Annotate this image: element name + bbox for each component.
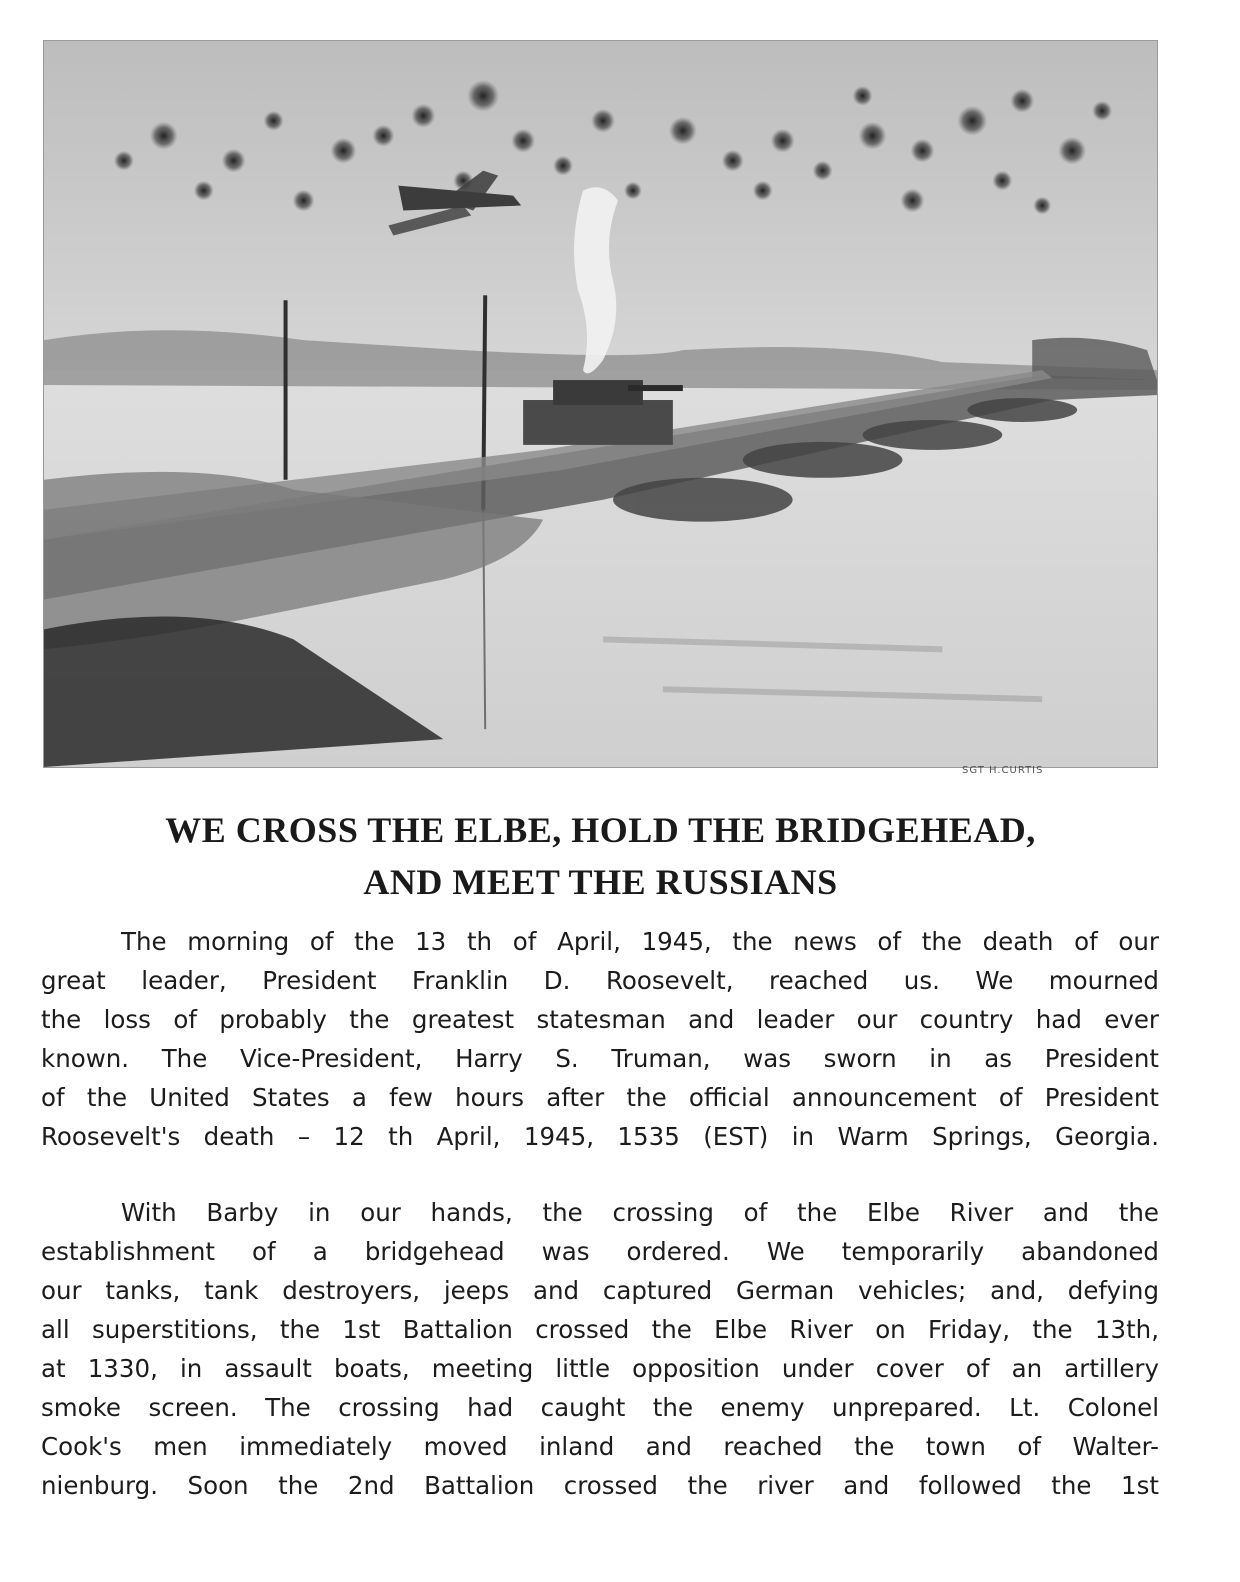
paragraph-roosevelt-death xyxy=(41,922,1159,1156)
text-line: known. The Vice-President, Harry S. Truman, was sworn in as President xyxy=(41,1044,1159,1073)
text-line: nienburg. Soon the 2nd Battalion crossed the river and followed the 1st xyxy=(41,1471,1159,1500)
text-line: smoke screen. The crossing had caught the enemy unprepared. Lt. Colonel xyxy=(41,1393,1159,1422)
text-line: establishment of a bridgehead was ordered. We temporarily abandoned xyxy=(41,1237,1159,1266)
text-line: The morning of the 13 th of April, 1945, the news of the death of our xyxy=(121,927,1159,956)
text-line: our tanks, tank destroyers, jeeps and captured German vehicles; and, defying xyxy=(41,1276,1159,1305)
chapter-title-line-2: AND MEET THE RUSSIANS xyxy=(363,862,838,902)
text-line: all superstitions, the 1st Battalion crossed the Elbe River on Friday, the 13th, xyxy=(41,1315,1159,1344)
bridge-crossing-painting xyxy=(44,41,1157,767)
chapter-title-line-1: WE CROSS THE ELBE, HOLD THE BRIDGEHEAD, xyxy=(165,810,1036,850)
watercolor-illustration xyxy=(43,40,1158,776)
text-line: great leader, President Franklin D. Roosevelt, reached us. We mourned xyxy=(41,966,1159,995)
text-line: With Barby in our hands, the crossing of the Elbe River and the xyxy=(121,1198,1159,1227)
text-line: Cook's men immediately moved inland and reached the town of Walter- xyxy=(41,1432,1159,1461)
chapter-title xyxy=(43,804,1158,908)
text-line: at 1330, in assault boats, meeting little opposition under cover of an artillery xyxy=(41,1354,1159,1383)
text-line: Roosevelt's death – 12 th April, 1945, 1535 (EST) in Warm Springs, Georgia. xyxy=(41,1122,1159,1151)
paragraph-elbe-crossing xyxy=(41,1193,1159,1505)
text-line: of the United States a few hours after the official announcement of President xyxy=(41,1083,1159,1112)
artist-signature: SGT H.CURTIS xyxy=(962,765,1044,776)
text-line: the loss of probably the greatest statesman and leader our country had ever xyxy=(41,1005,1159,1034)
